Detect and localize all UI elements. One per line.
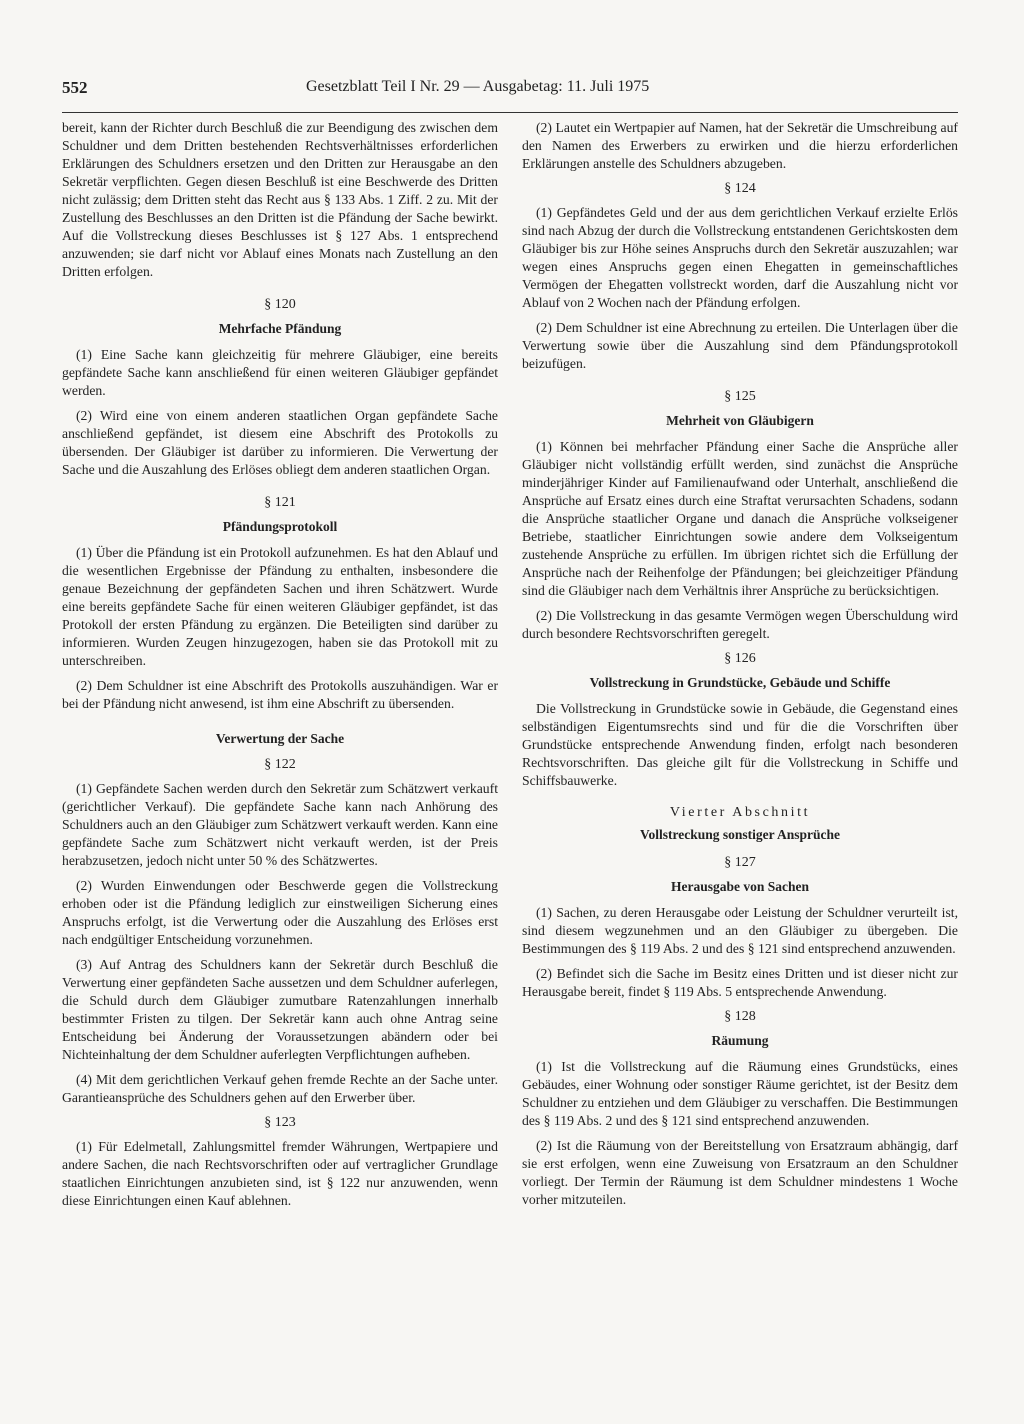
running-title: Gesetzblatt Teil I Nr. 29 — Ausgabetag: 11. Juli 1975 xyxy=(306,78,650,95)
paragraph: (4) Mit dem gerichtlichen Verkauf gehen fremde Rechte an der Sache unter. Garantieansprüche des Schuldners gehen auf den Erwerber über. xyxy=(62,1072,498,1105)
section-number-122: § 122 xyxy=(264,757,296,772)
section-number-127: § 127 xyxy=(724,855,756,870)
paragraph: (1) Eine Sache kann gleichzeitig für mehrere Gläubiger, eine bereits gepfändete Sache kann anschließend für einen weiteren Gläubiger gepfändet werden. xyxy=(62,347,498,398)
section-title-125: Mehrheit von Gläubigern xyxy=(666,413,814,428)
paragraph: (2) Wird eine von einem anderen staatlichen Organ gepfändete Sache anschließend gepfändet, ist diesem eine Abschrift des Protokolls zu übersenden. Der Gläubiger ist darüber zu informieren. Die Verwertung der Sache und die Auszahlung des Erlöses obliegt dem anderen staatlichen Organ. xyxy=(62,408,498,477)
page-header xyxy=(62,78,958,113)
section-number-120: § 120 xyxy=(264,297,296,312)
left-column xyxy=(62,119,498,1217)
section-number-123: § 123 xyxy=(264,1115,296,1130)
paragraph: (1) Gepfändetes Geld und der aus dem gerichtlichen Verkauf erzielte Erlös sind nach Abzug der durch die Vollstreckung entstandenen Gerichtskosten dem Gläubiger bis zur Höhe seines Anspruchs durch den Sekretär auszuzahlen; war wegen eines Anspruchs gegen einen Ehegatten in gemeinschaftliches Vermögen der Ehegatten vollstreckt worden, darf die Auszahlung nicht vor Ablauf von 2 Wochen nach der Pfändung erfolgen. xyxy=(522,205,958,310)
continued-paragraph: bereit, kann der Richter durch Beschluß die zur Beendigung des zwischen dem Schuldner und dem Dritten bestehenden Rechtsverhältnisses erforderlichen Erklärungen des Schuldners ersetzen und den Dritten zur Herausgabe an den Sekretär verpflichten. Gegen diesen Beschluß ist eine Beschwerde des Dritten nicht zulässig; dem Dritten steht das Recht aus § 133 Abs. 1 Ziff. 2 zu. Mit der Zustellung des Beschlusses an den Dritten ist die Pfändung der Sache bewirkt. Auf die Vollstreckung dieses Beschlusses ist § 127 Abs. 1 entsprechend anzuwenden; sie darf nicht vor Ablauf eines Monats nach Zustellung an den Dritten erfolgen. xyxy=(62,120,498,279)
section-title-120: Mehrfache Pfändung xyxy=(218,321,342,336)
paragraph: (2) Die Vollstreckung in das gesamte Vermögen wegen Überschuldung wird durch besondere Rechtsvorschriften geregelt. xyxy=(522,608,958,641)
paragraph: (2) Dem Schuldner ist eine Abschrift des Protokolls auszuhändigen. War er bei der Pfändung nicht anwesend, ist ihm eine Abschrift zu übersenden. xyxy=(62,678,498,711)
section-title-121: Pfändungsprotokoll xyxy=(222,519,338,534)
right-column xyxy=(522,119,958,1217)
section-title-126: Vollstreckung in Grundstücke, Gebäude und Schiffe xyxy=(589,675,891,690)
section-number-128: § 128 xyxy=(724,1009,756,1024)
text-columns xyxy=(62,119,958,1217)
paragraph: Die Vollstreckung in Grundstücke sowie in Gebäude, die Gegenstand eines selbständigen Eigentumsrechts sind und für die die Vorschriften über Grundstücke entsprechende Anwendung finden, erfolgt nach besonderen Rechtsvorschriften. Das gleiche gilt für die Vollstreckung in Schiffe und Schiffsbauwerke. xyxy=(522,701,958,788)
paragraph: (3) Auf Antrag des Schuldners kann der Sekretär durch Beschluß die Verwertung einer gepfändeten Sache aussetzen und dem Schuldner auferlegen, die Schuld durch dem Gläubiger zumutbare Ratenzahlungen innerhalb bestimmter Fristen zu tilgen. Der Sekretär kann auch ohne Antrag seine Entscheidung bei Änderung der Voraussetzungen abändern oder bei Nichteinhaltung der dem Schuldner auferlegten Verpflichtungen aufheben. xyxy=(62,957,498,1062)
part-label: Vierter Abschnitt xyxy=(669,805,811,820)
section-number-124: § 124 xyxy=(724,181,756,196)
page-number: 552 xyxy=(62,78,88,97)
section-title-127: Herausgabe von Sachen xyxy=(670,879,809,894)
paragraph: (2) Ist die Räumung von der Bereitstellung von Ersatzraum abhängig, darf sie erst erfolgen, wenn eine Zuweisung von Ersatzraum an den Schuldner vorliegt. Der Termin der Räumung ist dem Schuldner mindestens 1 Woche vorher mitzuteilen. xyxy=(522,1138,958,1207)
paragraph: (2) Dem Schuldner ist eine Abrechnung zu erteilen. Die Unterlagen über die Verwertung sowie über die Auszahlung sind dem Pfändungsprotokoll beizufügen. xyxy=(522,320,958,371)
subheading-verwertung: Verwertung der Sache xyxy=(215,731,345,746)
paragraph: (1) Über die Pfändung ist ein Protokoll aufzunehmen. Es hat den Ablauf und die wesentlichen Ergebnisse der Pfändung zu enthalten, insbesondere die genaue Bezeichnung der gepfändeten Sachen und ihren Schätzwert. Wurde eine bereits gepfändete Sache für einen weiteren Gläubiger gepfändet, ist das Protokoll der ersten Pfändung zu ergänzen. Die Beteiligten sind darüber zu informieren. Wurden Zeugen hinzugezogen, haben sie das Protokoll mit zu unterschreiben. xyxy=(62,545,498,668)
paragraph: (1) Sachen, zu deren Herausgabe oder Leistung der Schuldner verurteilt ist, sind diesem wegzunehmen und an den Gläubiger zu übergeben. Die Bestimmungen des § 119 Abs. 2 und des § 121 sind entsprechend anzuwenden. xyxy=(522,905,958,956)
paragraph: (2) Lautet ein Wertpapier auf Namen, hat der Sekretär die Umschreibung auf den Namen des Erwerbers zu erwirken und die hierzu erforderlichen Erklärungen anstelle des Schuldners abzugeben. xyxy=(522,120,958,171)
paragraph: (1) Gepfändete Sachen werden durch den Sekretär zum Schätzwert verkauft (gerichtlicher Verkauf). Die gepfändete Sache kann nach Anhörung des Schuldners auch an den Gläubiger zum Schätzwert verkauft werden. Kann eine gepfändete Sache zum Schätzwert nicht verkauft werden, ist der Preis herabzusetzen, jedoch nicht unter 50 % des Schätzwertes. xyxy=(62,781,498,868)
paragraph: (1) Ist die Vollstreckung auf die Räumung eines Grundstücks, eines Gebäudes, einer Wohnung oder sonstiger Räume gerichtet, ist der Besitz dem Schuldner zu entziehen und dem Gläubiger zu verschaffen. Die Bestimmungen des § 119 Abs. 2 und des § 121 sind entsprechend anzuwenden. xyxy=(522,1059,958,1128)
paragraph: (1) Können bei mehrfacher Pfändung einer Sache die Ansprüche aller Gläubiger nicht vollständig erfüllt werden, sind zunächst die Ansprüche minderjähriger Kinder auf Familienaufwand oder Unterhalt, anschließend die Ansprüche auf Ersatz eines durch eine Straftat verursachten Schadens, sodann die Ansprüche staatlicher Organe und danach die Ansprüche volkseigener Betriebe, staatlicher Einrichtungen sowie andere dem Volkseigentum zustehende Ansprüche zu erfüllen. Im übrigen richtet sich die Erfüllung der Ansprüche nach der Reihenfolge der Pfändungen; bei gleichzeitiger Pfändung sind die Gläubiger nach dem Verhältnis ihrer Ansprüche zu berücksichtigen. xyxy=(522,439,958,598)
section-number-126: § 126 xyxy=(724,651,756,666)
section-number-121: § 121 xyxy=(264,495,296,510)
section-title-128: Räumung xyxy=(711,1033,769,1048)
section-number-125: § 125 xyxy=(724,389,756,404)
paragraph: (2) Wurden Einwendungen oder Beschwerde gegen die Vollstreckung erhoben oder ist die Pfändung lediglich zur einstweiligen Sicherung eines Anspruchs erfolgt, ist die Verwertung oder die Auszahlung des Erlöses erst nach endgültiger Entscheidung vorzunehmen. xyxy=(62,878,498,947)
paragraph: (2) Befindet sich die Sache im Besitz eines Dritten und ist dieser nicht zur Herausgabe bereit, findet § 119 Abs. 5 entsprechende Anwendung. xyxy=(522,966,958,999)
part-title: Vollstreckung sonstiger Ansprüche xyxy=(639,827,841,842)
paragraph: (1) Für Edelmetall, Zahlungsmittel fremder Währungen, Wertpapiere und andere Sachen, die nach Rechtsvorschriften oder auf vertraglicher Grundlage staatlichen Einrichtungen anzubieten sind, ist § 122 nur anzuwenden, wenn diese Einrichtungen einen Kauf ablehnen. xyxy=(62,1139,498,1208)
